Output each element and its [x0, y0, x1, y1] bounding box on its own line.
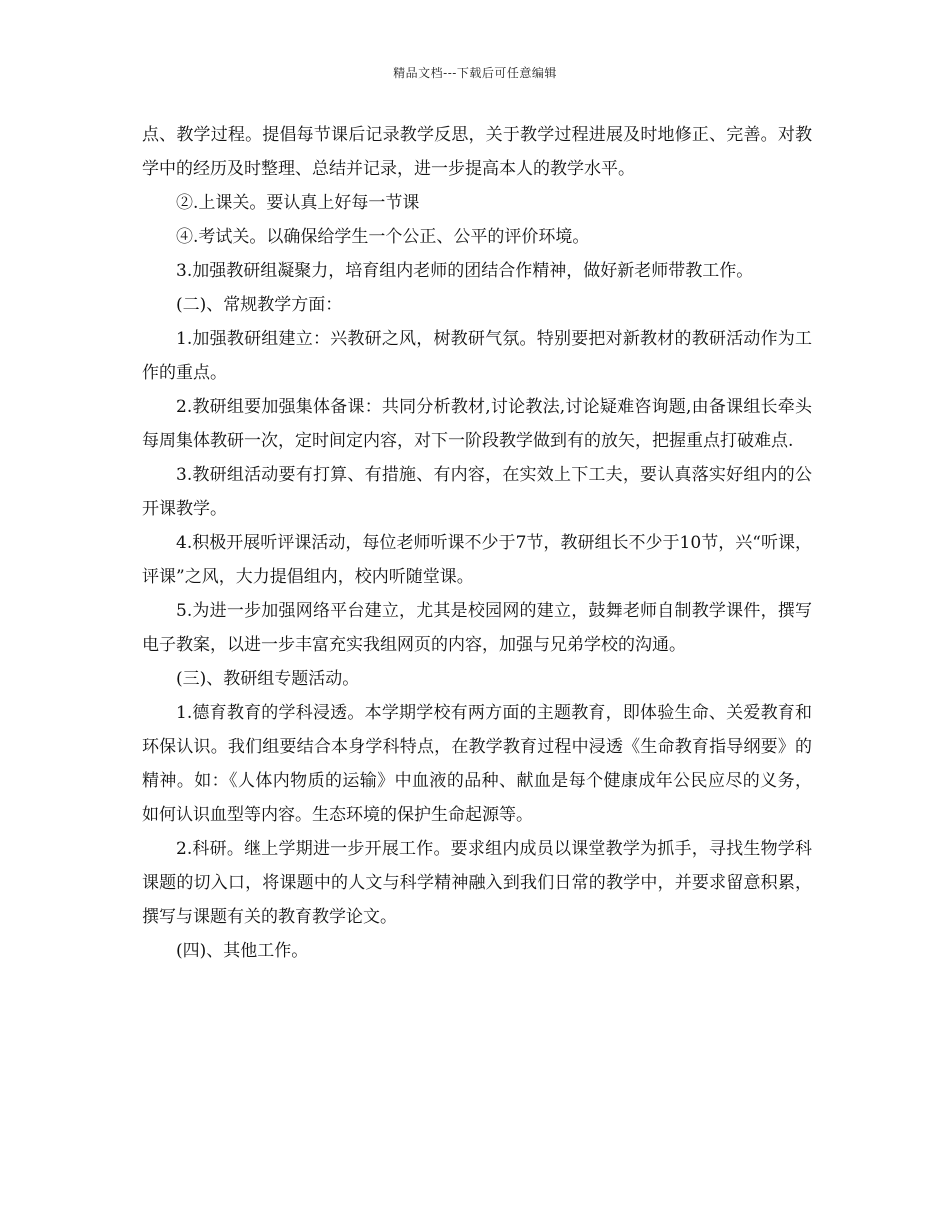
section-heading-4: (四)、其他工作。 [176, 941, 309, 961]
paragraph-9: 4.积极开展听评课活动，每位老师听课不少于7节，教研组长不少于10节，兴“听课，评课”之风，大力提倡组内，校内听随堂课。 [142, 533, 812, 587]
section-heading-3: (三)、教研组专题活动。 [176, 669, 360, 689]
document-body [142, 118, 812, 968]
paragraph-10: 5.为进一步加强网络平台建立，尤其是校园网的建立，鼓舞老师自制教学课件，撰写电子教案，以进一步丰富充实我组网页的内容，加强与兄弟学校的沟通。 [142, 601, 812, 655]
page-header: 精品文档---下载后可任意编辑 [393, 66, 557, 80]
paragraph-1: 点、教学过程。提倡每节课后记录教学反思，关于教学过程进展及时地修正、完善。对教学中的经历及时整理、总结并记录，进一步提高本人的教学水平。 [142, 125, 812, 179]
section-heading-2: (二)、常规教学方面： [176, 295, 343, 315]
paragraph-2: ②.上课关。要认真上好每一节课 [176, 193, 420, 213]
paragraph-12: 1.德育教育的学科浸透。本学期学校有两方面的主题教育，即体验生命、关爱教育和环保认识。我们组要结合本身学科特点，在教学教育过程中浸透《生命教育指导纲要》的精神。如：《人体内物质的运输》中血液的品种、献血是每个健康成年公民应尽的义务，如何认识血型等内容。生态环境的保护生命起源等。 [142, 703, 812, 825]
paragraph-3: ④.考试关。以确保给学生一个公正、公平的评价环境。 [176, 227, 590, 247]
paragraph-4: 3.加强教研组凝聚力，培育组内老师的团结合作精神，做好新老师带教工作。 [176, 261, 754, 281]
paragraph-7: 2.教研组要加强集体备课：共同分析教材,讨论教法,讨论疑难咨询题,由备课组长牵头每周集体教研一次，定时间定内容，对下一阶段教学做到有的放矢，把握重点打破难点. [142, 397, 812, 451]
paragraph-13: 2.科研。继上学期进一步开展工作。要求组内成员以课堂教学为抓手，寻找生物学科课题的切入口，将课题中的人文与科学精神融入到我们日常的教学中，并要求留意积累，撰写与课题有关的教育教学论文。 [142, 839, 812, 927]
paragraph-8: 3.教研组活动要有打算、有措施、有内容，在实效上下工夫，要认真落实好组内的公开课教学。 [142, 465, 812, 519]
paragraph-6: 1.加强教研组建立：兴教研之风，树教研气氛。特别要把对新教材的教研活动作为工作的重点。 [142, 329, 812, 383]
